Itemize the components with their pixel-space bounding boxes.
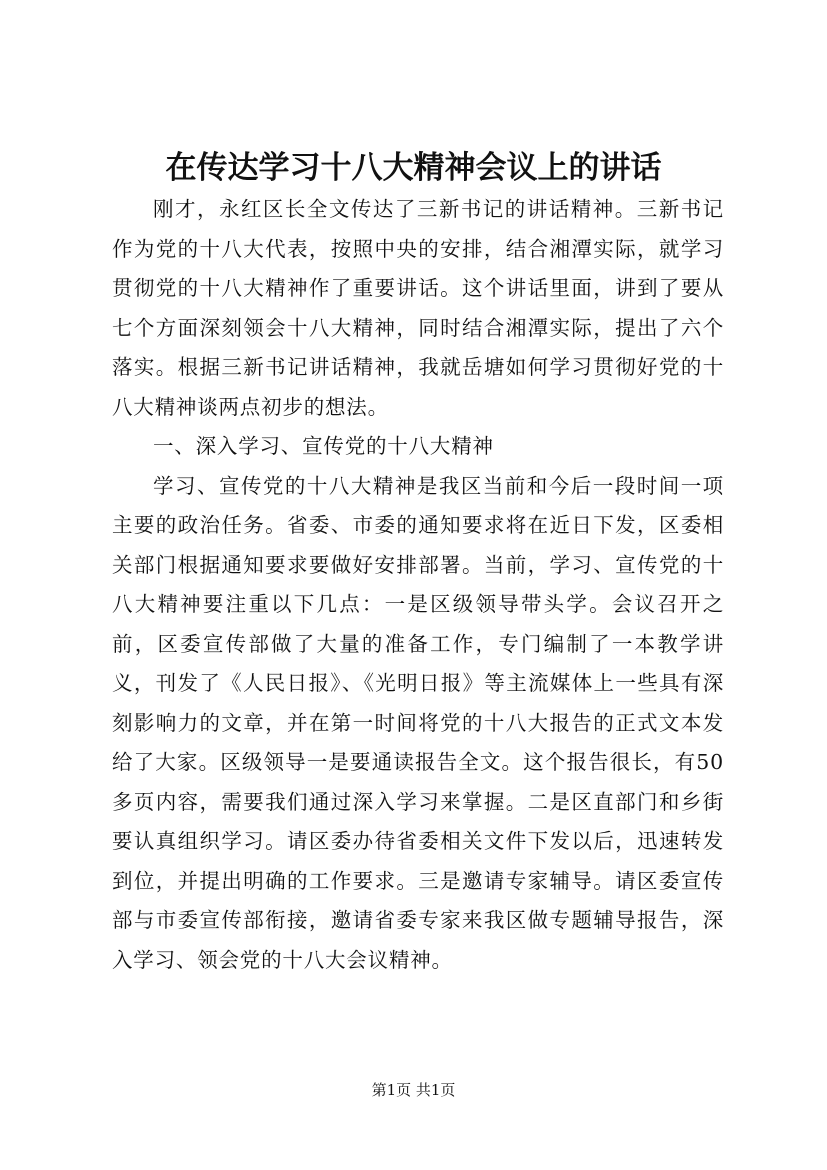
document-body — [112, 190, 724, 980]
document-title: 在传达学习十八大精神会议上的讲话 — [165, 150, 662, 186]
section-heading: 一、深入学习、宣传党的十八大精神 — [153, 434, 494, 458]
paragraph-intro: 刚才，永红区长全文传达了三新书记的讲话精神。三新书记作为党的十八大代表，按照中央的安排，结合湘潭实际，就学习贯彻党的十八大精神作了重要讲话。这个讲话里面，讲到了要从七个方面深刻领会十八大精神，同时结合湘潭实际，提出了六个落实。根据三新书记讲话精神，我就岳塘如何学习贯彻好党的十八大精神谈两点初步的想法。 — [112, 197, 724, 419]
page-number-footer: 第1页 共1页 — [371, 1081, 456, 1099]
paragraph-section-one: 学习、宣传党的十八大精神是我区当前和今后一段时间一项主要的政治任务。省委、市委的通知要求将在近日下发，区委相关部门根据通知要求要做好安排部署。当前，学习、宣传党的十八大精神要注重以下几点：一是区级领导带头学。会议召开之前，区委宣传部做了大量的准备工作，专门编制了一本教学讲义，刊发了《人民日报》、《光明日报》等主流媒体上一些具有深刻影响力的文章，并在第一时间将党的十八大报告的正式文本发给了大家。区级领导一是要通读报告全文。这个报告很长，有50多页内容，需要我们通过深入学习来掌握。二是区直部门和乡街要认真组织学习。请区委办待省委相关文件下发以后，迅速转发到位，并提出明确的工作要求。三是邀请专家辅导。请区委宣传部与市委宣传部衔接，邀请省委专家来我区做专题辅导报告，深入学习、领会党的十八大会议精神。 — [112, 473, 724, 972]
